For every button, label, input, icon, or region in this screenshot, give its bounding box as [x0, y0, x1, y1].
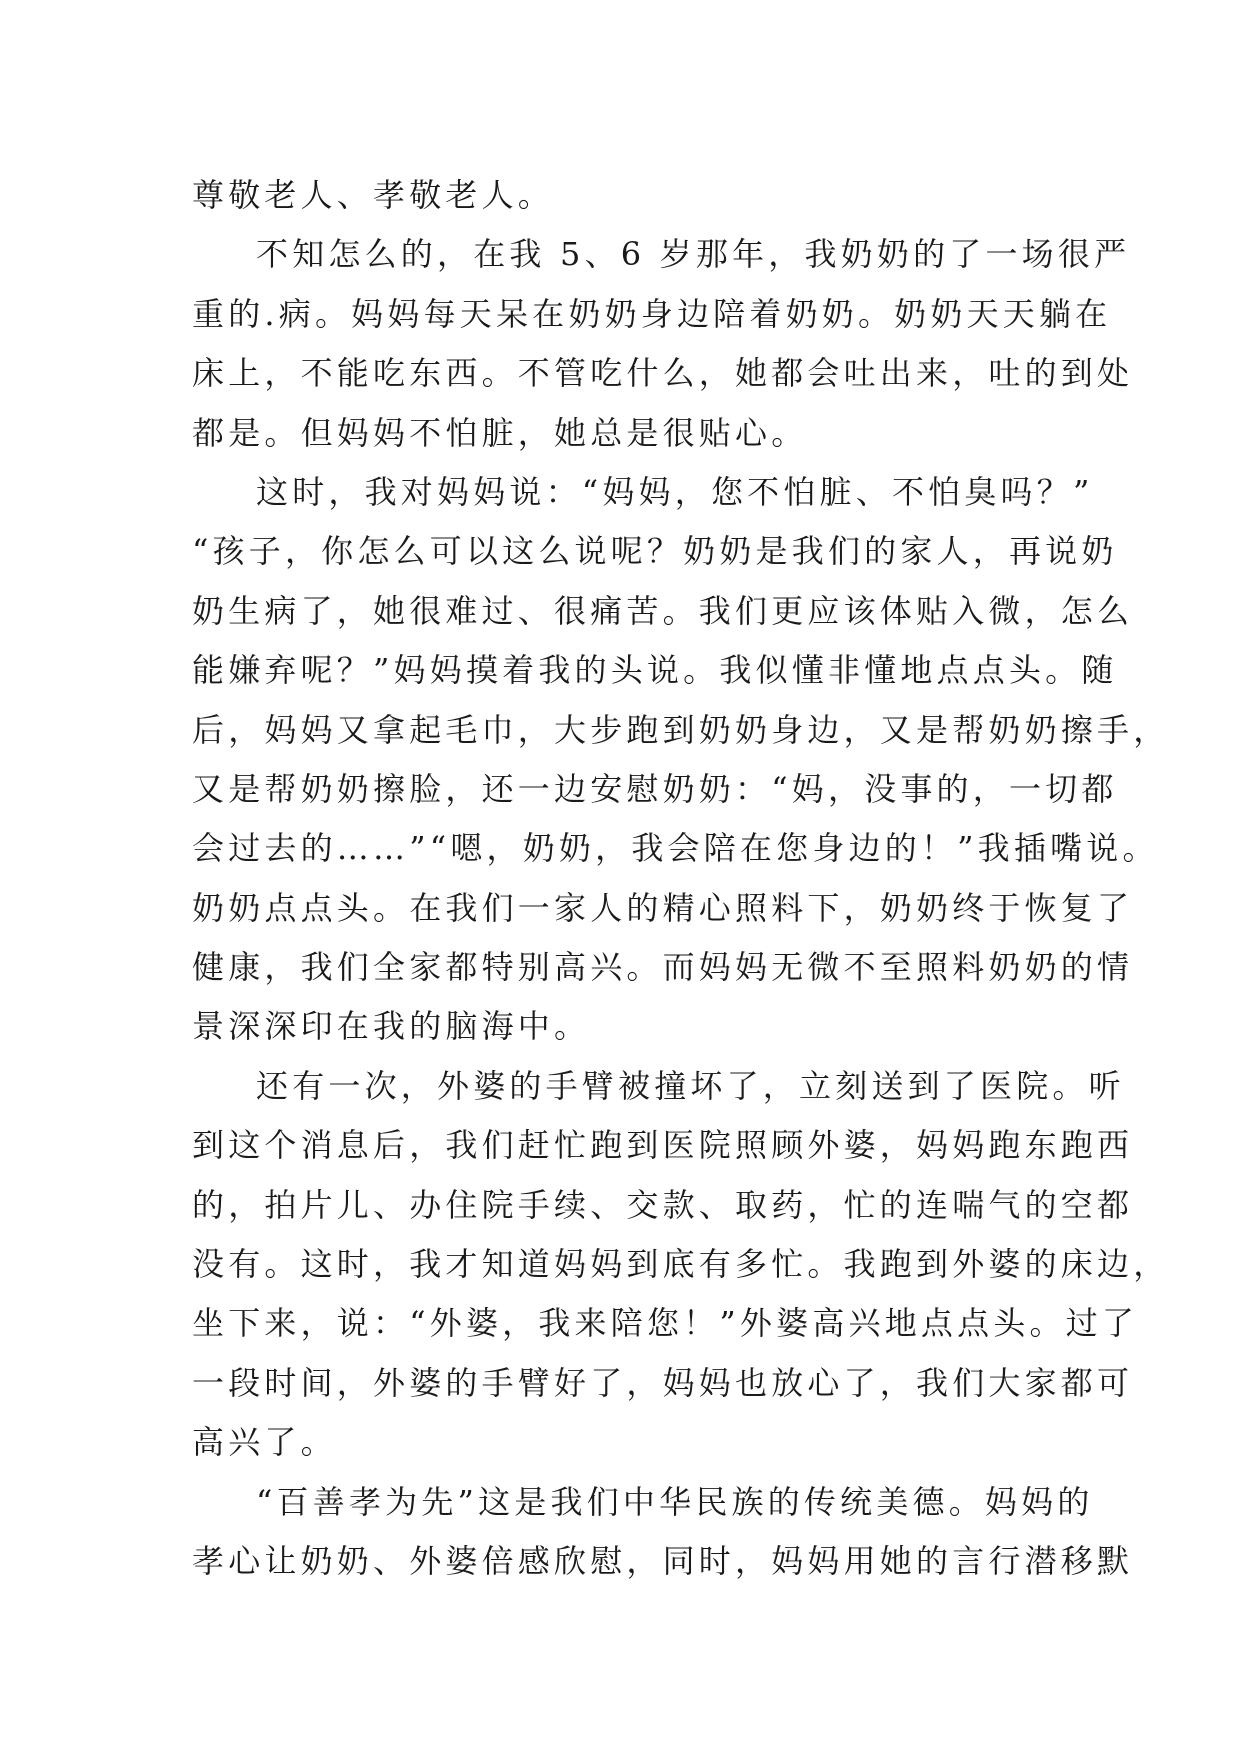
text-line: “百善孝为先”这是我们中华民族的传统美德。妈妈的 — [256, 1482, 1094, 1521]
text-line: 不知怎么的，在我 5、6 岁那年，我奶奶的了一场很严 — [256, 235, 1131, 274]
text-line: 后，妈妈又拿起毛巾，大步跑到奶奶身边，又是帮奶奶擦手， — [192, 710, 1170, 749]
text-line: 的，拍片儿、办住院手续、交款、取药，忙的连喘气的空都 — [192, 1185, 1134, 1224]
paragraph-2 — [192, 225, 1134, 463]
text-line: 床上，不能吃东西。不管吃什么，她都会吐出来，吐的到处 — [192, 354, 1134, 393]
text-line: 坐下来，说：“外婆，我来陪您！”外婆高兴地点点头。过了 — [192, 1304, 1139, 1343]
paragraph-4 — [192, 1057, 1170, 1473]
text-line: 会过去的……”“嗯，奶奶，我会陪在您身边的！”我插嘴说。 — [192, 829, 1159, 868]
text-line: 这时，我对妈妈说：“妈妈，您不怕脏、不怕臭吗？” — [256, 472, 1094, 511]
text-line: 能嫌弃呢？”妈妈摸着我的头说。我似懂非懂地点点头。随 — [192, 651, 1118, 690]
text-line: 一段时间，外婆的手臂好了，妈妈也放心了，我们大家都可 — [192, 1363, 1134, 1402]
paragraph-1 — [192, 166, 1052, 225]
text-line: 到这个消息后，我们赶忙跑到医院照顾外婆，妈妈跑东跑西 — [192, 1126, 1134, 1165]
text-line: 高兴了。 — [192, 1423, 337, 1462]
text-line: 都是。但妈妈不怕脏，她总是很贴心。 — [192, 413, 808, 452]
text-line: 奶奶点点头。在我们一家人的精心照料下，奶奶终于恢复了 — [192, 888, 1134, 927]
text-line: 景深深印在我的脑海中。 — [192, 1007, 591, 1046]
text-line: 尊敬老人、孝敬老人。 — [192, 176, 555, 214]
text-line: 奶生病了，她很难过、很痛苦。我们更应该体贴入微，怎么 — [192, 591, 1134, 630]
paragraph-5 — [192, 1473, 1134, 1592]
text-line: 还有一次，外婆的手臂被撞坏了，立刻送到了医院。听 — [256, 1066, 1125, 1105]
text-line: 没有。这时，我才知道妈妈到底有多忙。我跑到外婆的床边， — [192, 1245, 1170, 1284]
text-line: 孝心让奶奶、外婆倍感欣慰，同时，妈妈用她的言行潜移默 — [192, 1541, 1134, 1580]
text-line: 重的.病。妈妈每天呆在奶奶身边陪着奶奶。奶奶天天躺在 — [192, 294, 1112, 333]
document-body — [192, 166, 1170, 1591]
paragraph-3 — [192, 463, 1170, 1057]
text-line: 又是帮奶奶擦脸，还一边安慰奶奶：“妈，没事的，一切都 — [192, 769, 1118, 808]
text-line: 健康，我们全家都特别高兴。而妈妈无微不至照料奶奶的情 — [192, 948, 1134, 987]
text-line: “孩子，你怎么可以这么说呢？奶奶是我们的家人，再说奶 — [192, 532, 1118, 571]
